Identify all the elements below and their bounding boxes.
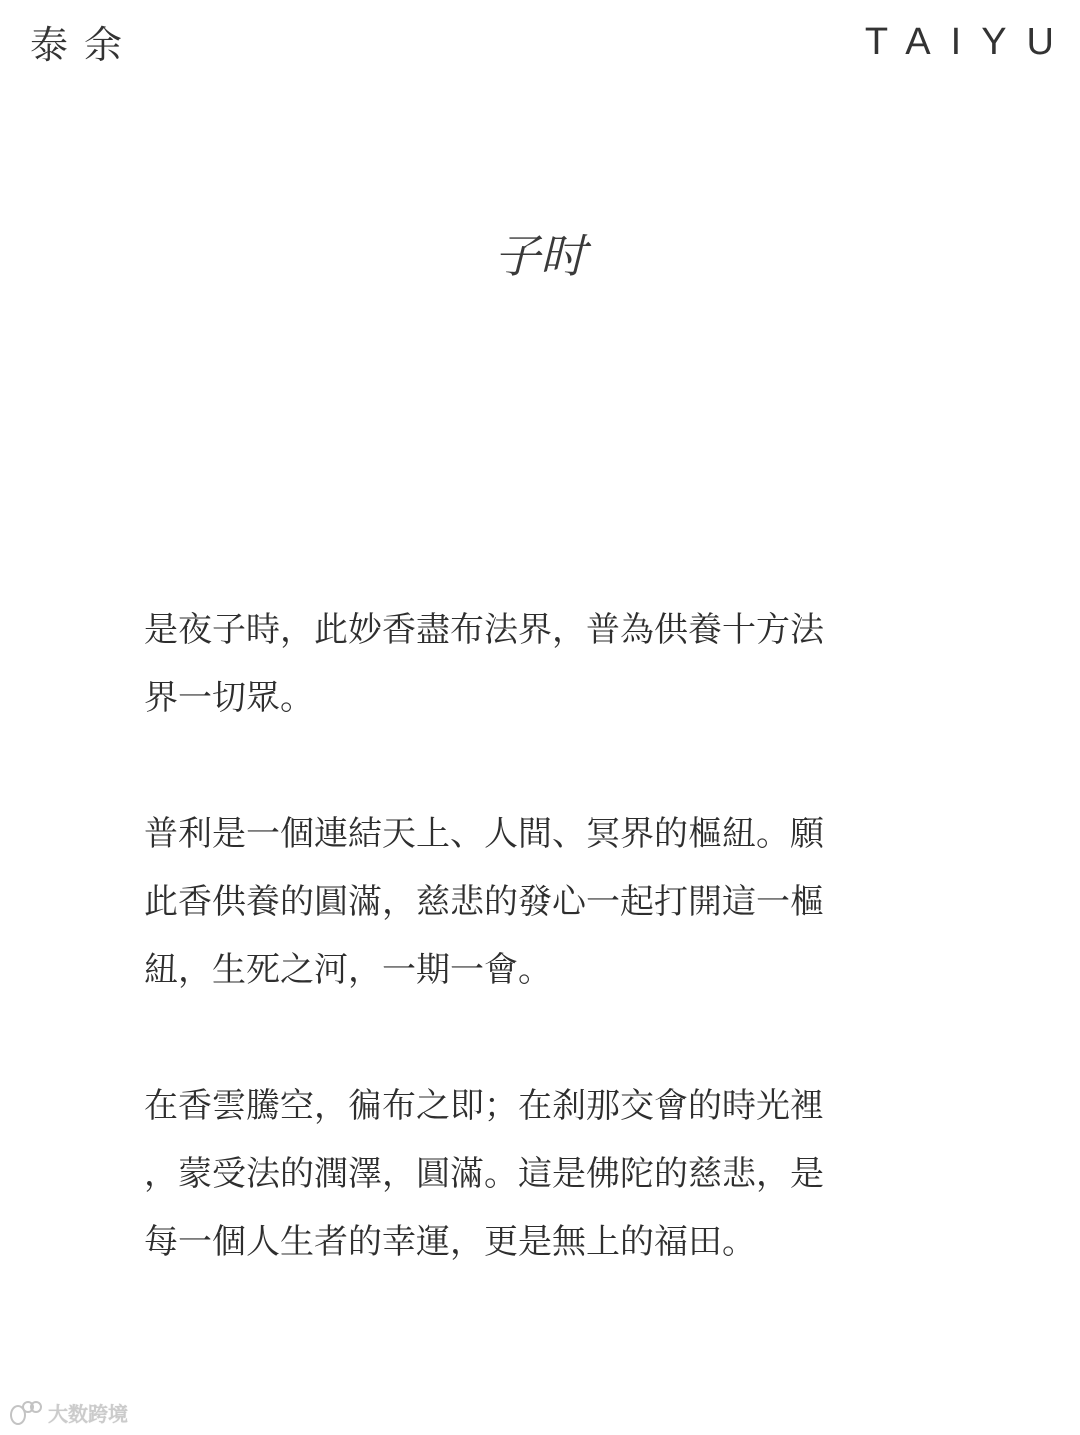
text-line: 界一切眾。 <box>144 678 314 718</box>
text-line: ，蒙受法的潤澤，圓滿。這是佛陀的慈悲，是 <box>144 1154 824 1194</box>
paragraph <box>144 596 924 732</box>
text-line: 是夜子時，此妙香盡布法界，普為供養十方法 <box>144 610 824 650</box>
watermark-text: 大数跨境 <box>48 1402 128 1426</box>
brand-english: TAIYU <box>864 21 1074 63</box>
text-line: 普利是一個連結天上、人間、冥界的樞紐。願 <box>144 814 824 854</box>
text-line: 每一個人生者的幸運，更是無上的福田。 <box>144 1222 756 1262</box>
text-line: 紐，生死之河，一期一會。 <box>144 950 552 990</box>
page-title: 子时 <box>494 229 586 283</box>
article-body <box>144 596 924 1344</box>
watermark <box>10 1398 128 1427</box>
paragraph <box>144 1072 924 1276</box>
brand-chinese: 泰余 <box>30 23 139 67</box>
paragraph <box>144 800 924 1004</box>
text-line: 在香雲騰空，徧布之即；在刹那交會的時光裡 <box>144 1086 824 1126</box>
logo-icon <box>10 1401 42 1425</box>
text-line: 此香供養的圓滿，慈悲的發心一起打開這一樞 <box>144 882 824 922</box>
